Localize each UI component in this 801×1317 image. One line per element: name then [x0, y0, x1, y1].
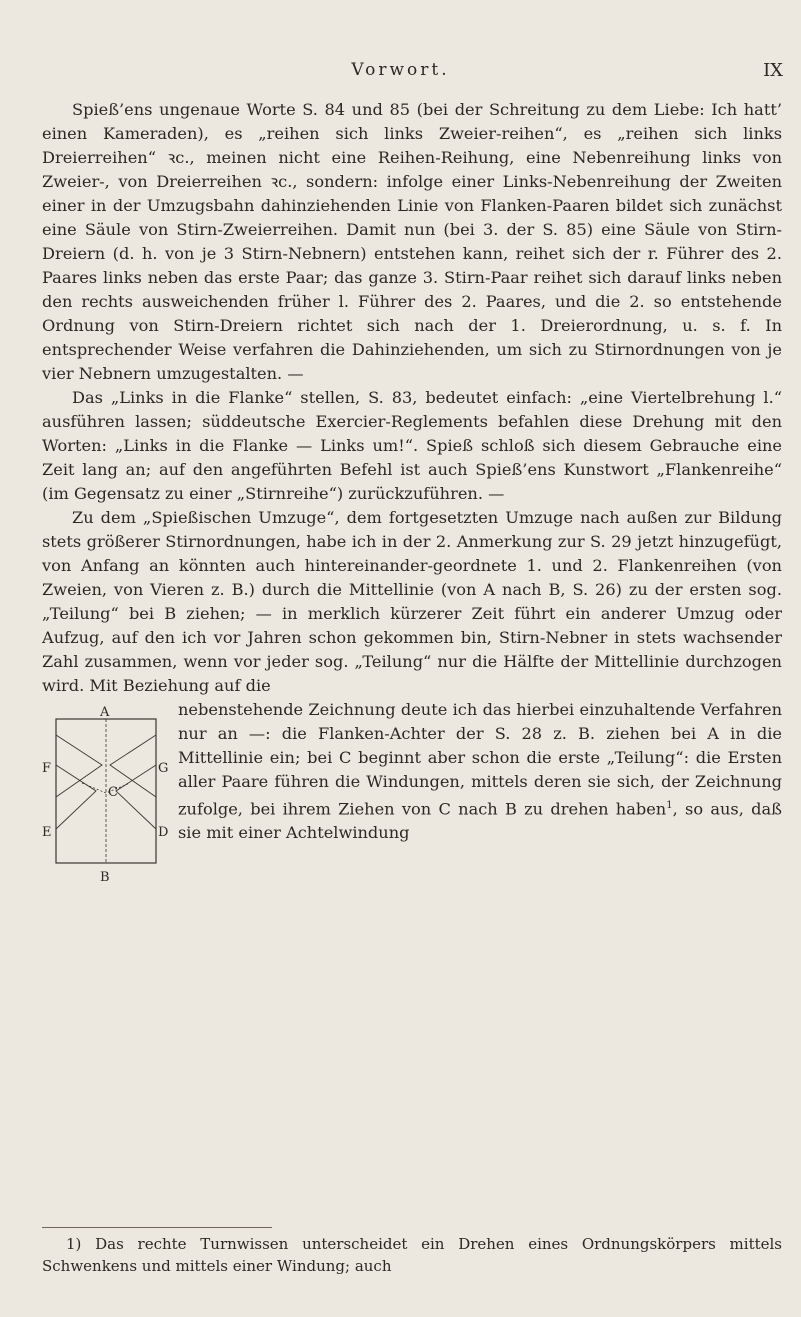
label-c: C — [108, 785, 118, 800]
label-e: E — [42, 825, 52, 840]
page-number: IX — [763, 60, 783, 81]
label-b: B — [100, 870, 110, 885]
footnote-text: Das rechte Turnwissen unterscheidet ein Drehen eines Ordnungskörpers mittels Schwenkens und mittels einer Windung; auch — [42, 1235, 782, 1275]
figure-side-text — [170, 698, 782, 845]
paragraph-2: Das „Links in die Flanke“ stellen, S. 83, bedeutet einfach: „eine Viertelbrehung l.“ ausführen lassen; süddeutsche Exercier-Reglements befahlen diese Drehung mit den Worten: „Links in die Flanke — Links um!“. Spieß schloß sich diesem Gebrauche eine Zeit lang an; auf den angeführten Befehl ist auch Spieß’ens Kunstwort „Flankenreihe“ (im Gegensatz zu einer „Stirnreihe“) zurückzuführen. — — [42, 388, 782, 503]
paragraph-3: Zu dem „Spießischen Umzuge“, dem fortgesetzten Umzuge nach außen zur Bildung stets größerer Stirnordnungen, habe ich in der 2. Anmerkung zur S. 29 jetzt hinzugefügt, von Anfang an könnten auch hintereinander-geordnete 1. und 2. Flankenreihen (von Zweien, von Vieren z. B.) durch die Mittellinie (von A nach B, S. 26) zu der ersten sog. „Teilung“ bei B ziehen; — in merklich kürzerer Zeit führt ein anderer Umzug oder Aufzug, auf den ich vor Jahren schon gekommen bin, Stirn-Nebner in stets wachsender Zahl zusammen, wenn vor jeder sog. „Teilung“ nur die Hälfte der Mittellinie durchzogen wird. Mit Beziehung auf die — [42, 508, 782, 695]
footnote-rule — [42, 1227, 272, 1228]
label-d: D — [158, 825, 169, 840]
label-f: F — [42, 761, 52, 776]
footnote-ref: 1 — [666, 800, 673, 811]
label-g: G — [158, 761, 169, 776]
umzug-diagram — [42, 701, 170, 883]
body-text — [42, 98, 782, 883]
figure-block — [42, 698, 782, 883]
footnote — [42, 1233, 782, 1277]
paragraph-3-continued: nebenstehende Zeichnung deute ich das hierbei einzuhaltende Verfahren nur an —: die Flanken-Achter der S. 28 z. B. ziehen bei A in die Mittellinie ein; bei C beginnt aber schon die erste „Teilung“: die Ersten aller Paare führen die Windungen, mittels deren sie sich, der Zeichnung zufolge, bei ihrem Ziehen von C nach B zu drehen haben — [178, 700, 782, 819]
paragraph-3-end: , so aus, daß sie mit einer Achtelwindung — [178, 799, 782, 843]
running-head: Vorwort. — [351, 60, 450, 80]
footnote-mark: 1) — [66, 1235, 82, 1253]
paragraph-1: Spieß’ens ungenaue Worte S. 84 und 85 (bei der Schreitung zu dem Liebe: Ich hatt’ einen Kameraden), es „reihen sich links Zweier-reihen“, es „reihen sich links Dreierreihen“ ꝛc., meinen nicht eine Reihen-Reihung, eine Nebenreihung links von Zweier-, von Dreierreihen ꝛc., sondern: infolge einer Links-Nebenreihung der Zweiten einer in der Umzugsbahn dahinziehenden Linie von Flanken-Paaren bildet sich zunächst eine Säule von Stirn-Zweierreihen. Damit nun (bei 3. der S. 85) eine Säule von Stirn-Dreiern (d. h. von je 3 Stirn-Nebnern) entstehen kann, reihet sich der r. Führer des 2. Paares links neben das erste Paar; das ganze 3. Stirn-Paar reihet sich darauf links neben den rechts ausweichenden früher l. Führer des 2. Paares, und die 2. so entstehende Ordnung von Stirn-Dreiern richtet sich nach der 1. Dreierordnung, u. s. f. In entsprechender Weise verfahren die Dahinziehenden, um sich zu Stirnordnungen von je vier Nebnern umzugestalten. — — [42, 100, 782, 383]
label-a: A — [100, 705, 110, 720]
diagram-lines — [42, 701, 170, 883]
